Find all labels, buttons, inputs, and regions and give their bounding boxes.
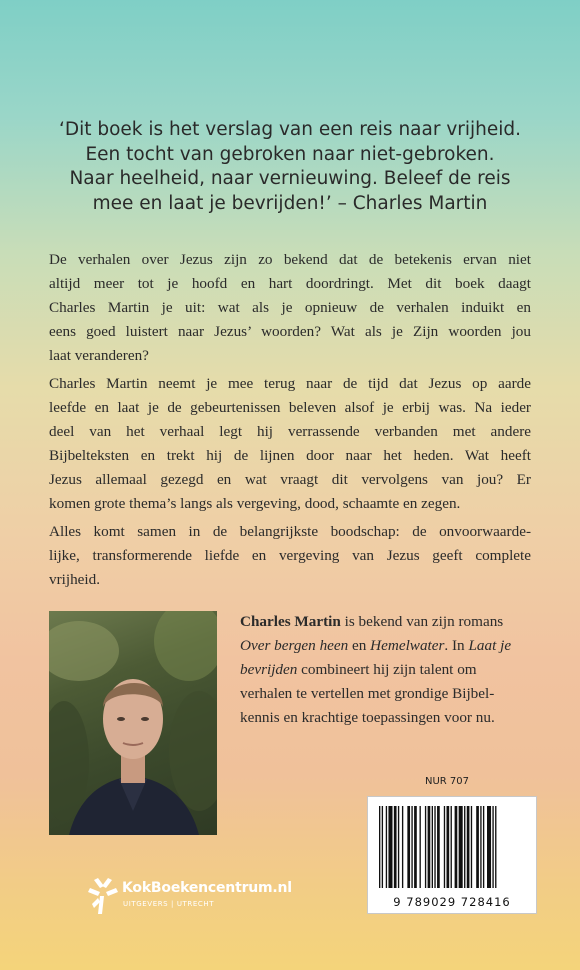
barcode-bar	[495, 806, 496, 888]
publisher-name: KokBoekencentrum.nl	[122, 880, 292, 896]
barcode-bar	[471, 806, 472, 888]
publisher-logo	[86, 874, 346, 924]
blurb-paragraph-3	[49, 520, 531, 592]
blurb-paragraph-2	[49, 372, 531, 516]
barcode-bar	[388, 806, 392, 888]
barcode-bar	[432, 806, 433, 888]
text-line: deel van het verhaal legt hij verrassende verbanden met andere	[49, 423, 531, 440]
text-line: lijke, transformerende liefde en vergeving van Jezus geeft complete	[49, 547, 531, 564]
text-line: De verhalen over Jezus zijn zo bekend dat de betekenis ervan niet	[49, 251, 531, 268]
barcode-bar	[411, 806, 412, 888]
publisher-mark-icon	[86, 874, 120, 918]
barcode-bar	[467, 806, 470, 888]
barcode-bars	[377, 806, 527, 890]
barcode-bar	[414, 806, 417, 888]
barcode-bar	[437, 806, 440, 888]
barcode-bar	[407, 806, 410, 888]
barcode-bar	[476, 806, 479, 888]
text-line: Alles komt samen in de belangrijkste boodschap: de onvoorwaarde-	[49, 523, 531, 540]
barcode-bar	[451, 806, 452, 888]
barcode-bar	[487, 806, 491, 888]
quote-line: Een tocht van gebroken naar niet-gebroken.	[85, 143, 495, 165]
barcode-bar	[398, 806, 399, 888]
barcode-bar	[394, 806, 397, 888]
back-cover-quote	[40, 118, 540, 216]
blurb-paragraph-1	[49, 248, 531, 368]
barcode-bar	[483, 806, 484, 888]
text-line: leefde en laat je de gebeurtenissen beleven alsof je erbij was. Na ieder	[49, 399, 531, 416]
barcode-bar	[382, 806, 383, 888]
author-name: Charles Martin	[240, 613, 341, 630]
author-bio: Charles Martin is bekend van zijn romans Over bergen heen en Hemelwater. In Laat je bevrijden combineert hij zijn talent om verhalen te vertellen met grondige Bijbel- kennis en krachtige toepassingen voor nu.	[240, 613, 512, 726]
text-line: Jezus allemaal gezegd en wat vraagt dit vervolgens van jou? Er	[49, 471, 531, 488]
text-line: komen grote thema’s langs als vergeving, dood, schaamte en zegen.	[49, 495, 461, 512]
barcode-bar	[480, 806, 481, 888]
text-line: altijd meer tot je hoofd en hart doordringt. Met dit boek daagt	[49, 275, 531, 292]
text-line: laat veranderen?	[49, 347, 149, 364]
isbn-barcode	[367, 796, 537, 914]
author-photo	[49, 611, 217, 835]
barcode-bar	[428, 806, 431, 888]
quote-line: mee en laat je bevrijden!’ – Charles Martin	[92, 192, 488, 214]
barcode-bar	[434, 806, 435, 888]
barcode-bar	[447, 806, 450, 888]
barcode-bar	[402, 806, 403, 888]
quote-line: Naar heelheid, naar vernieuwing. Beleef de reis	[69, 168, 511, 189]
isbn-number: 9 789029 728416	[393, 895, 511, 909]
text-line: Bijbelteksten en trekt hij de lijnen door naar het heden. Wat heeft	[49, 447, 531, 464]
quote-line: ‘Dit boek is het verslag van een reis naar vrijheid.	[58, 119, 522, 140]
nur-code: NUR 707	[425, 776, 470, 787]
barcode-bar	[459, 806, 463, 888]
publisher-subtitle: UITGEVERS | UTRECHT	[123, 900, 215, 908]
barcode-bar	[425, 806, 426, 888]
text-line: Charles Martin je uit: wat als je opnieuw de verhalen induikt en	[49, 299, 531, 316]
barcode-bar	[379, 806, 380, 888]
barcode-bar	[420, 806, 421, 888]
barcode-bar	[464, 806, 465, 888]
barcode-bar	[386, 806, 387, 888]
text-line: eens goed luistert naar Jezus’ woorden? Wat als je Zijn woorden jou	[49, 323, 531, 340]
barcode-bar	[444, 806, 445, 888]
text-line: Charles Martin neemt je mee terug naar de tijd dat Jezus op aarde	[49, 375, 531, 392]
barcode-bar	[492, 806, 493, 888]
barcode-bar	[455, 806, 458, 888]
text-line: vrijheid.	[49, 571, 101, 588]
